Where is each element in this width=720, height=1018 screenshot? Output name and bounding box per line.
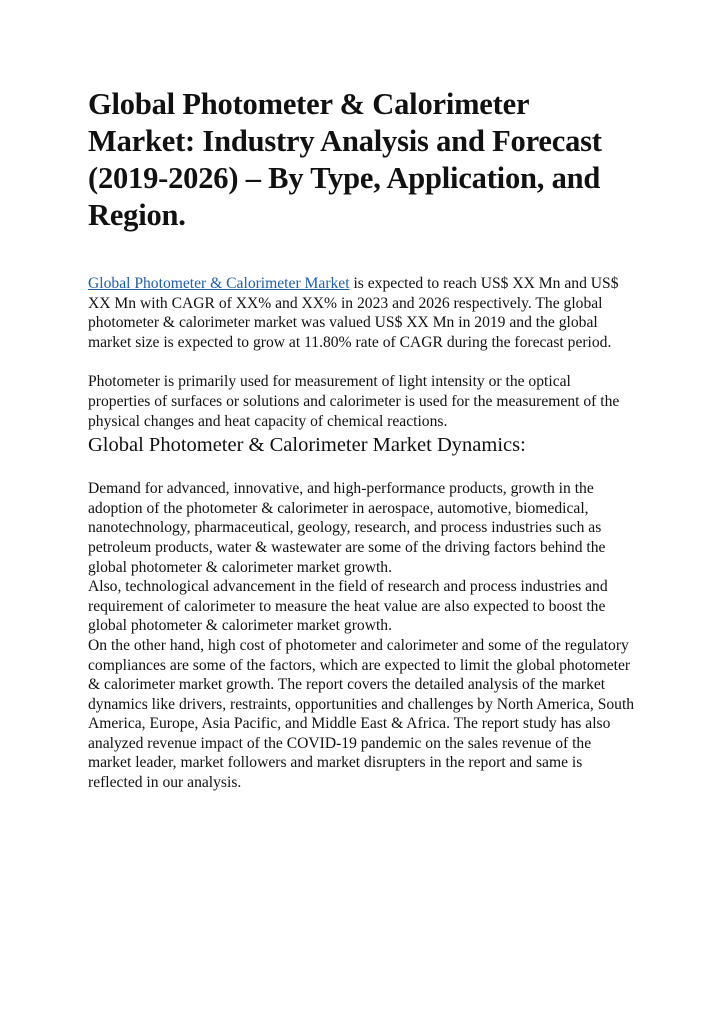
document-title: Global Photometer & Calorimeter Market: Industry Analysis and Forecast (2019-2026) – By Type, Application, and Region. (88, 87, 602, 232)
dynamics-paragraph-drivers: Demand for advanced, innovative, and high-performance products, growth in the adoption of the photometer & calorimeter in aerospace, automotive, biomedical, nanotechnology, pharmaceutical, geology, research, and process industries such as petroleum products, water & wastewater are some of the driving factors behind the global photometer & calorimeter market growth. (88, 480, 606, 576)
dynamics-heading: Global Photometer & Calorimeter Market Dynamics: (88, 434, 526, 457)
document-page (88, 86, 636, 793)
intro-paragraph (88, 274, 636, 352)
dynamics-paragraph-restraints: On the other hand, high cost of photometer and calorimeter and some of the regulatory compliances are some of the factors, which are expected to limit the global photometer & calorimeter market growth. The report covers the detailed analysis of the market dynamics like drivers, restraints, opportunities and challenges by North America, South America, Europe, Asia Pacific, and Middle East & Africa. The report study has also analyzed revenue impact of the COVID-19 pandemic on the sales revenue of the market leader, market followers and market disrupters in the report and same is reflected in our analysis. (88, 636, 635, 792)
definition-paragraph: Photometer is primarily used for measurement of light intensity or the optical properties of surfaces or solutions and calorimeter is used for the measurement of the physical changes and heat capacity of chemical reactions. (88, 373, 620, 430)
market-link[interactable]: Global Photometer & Calorimeter Market (88, 275, 350, 292)
dynamics-body (88, 479, 636, 793)
dynamics-paragraph-technology: Also, technological advancement in the field of research and process industries and requirement of calorimeter to measure the heat value are also expected to boost the global photometer & calorimeter market growth. (88, 578, 608, 635)
intro-text: is expected to reach US$ XX Mn and US$ XX Mn with CAGR of XX% and XX% in 2023 and 2026 respectively. The global photometer & calorimeter market was valued US$ XX Mn in 2019 and the global market size is expected to grow at 11.80% rate of CAGR during the forecast period. (88, 275, 619, 351)
